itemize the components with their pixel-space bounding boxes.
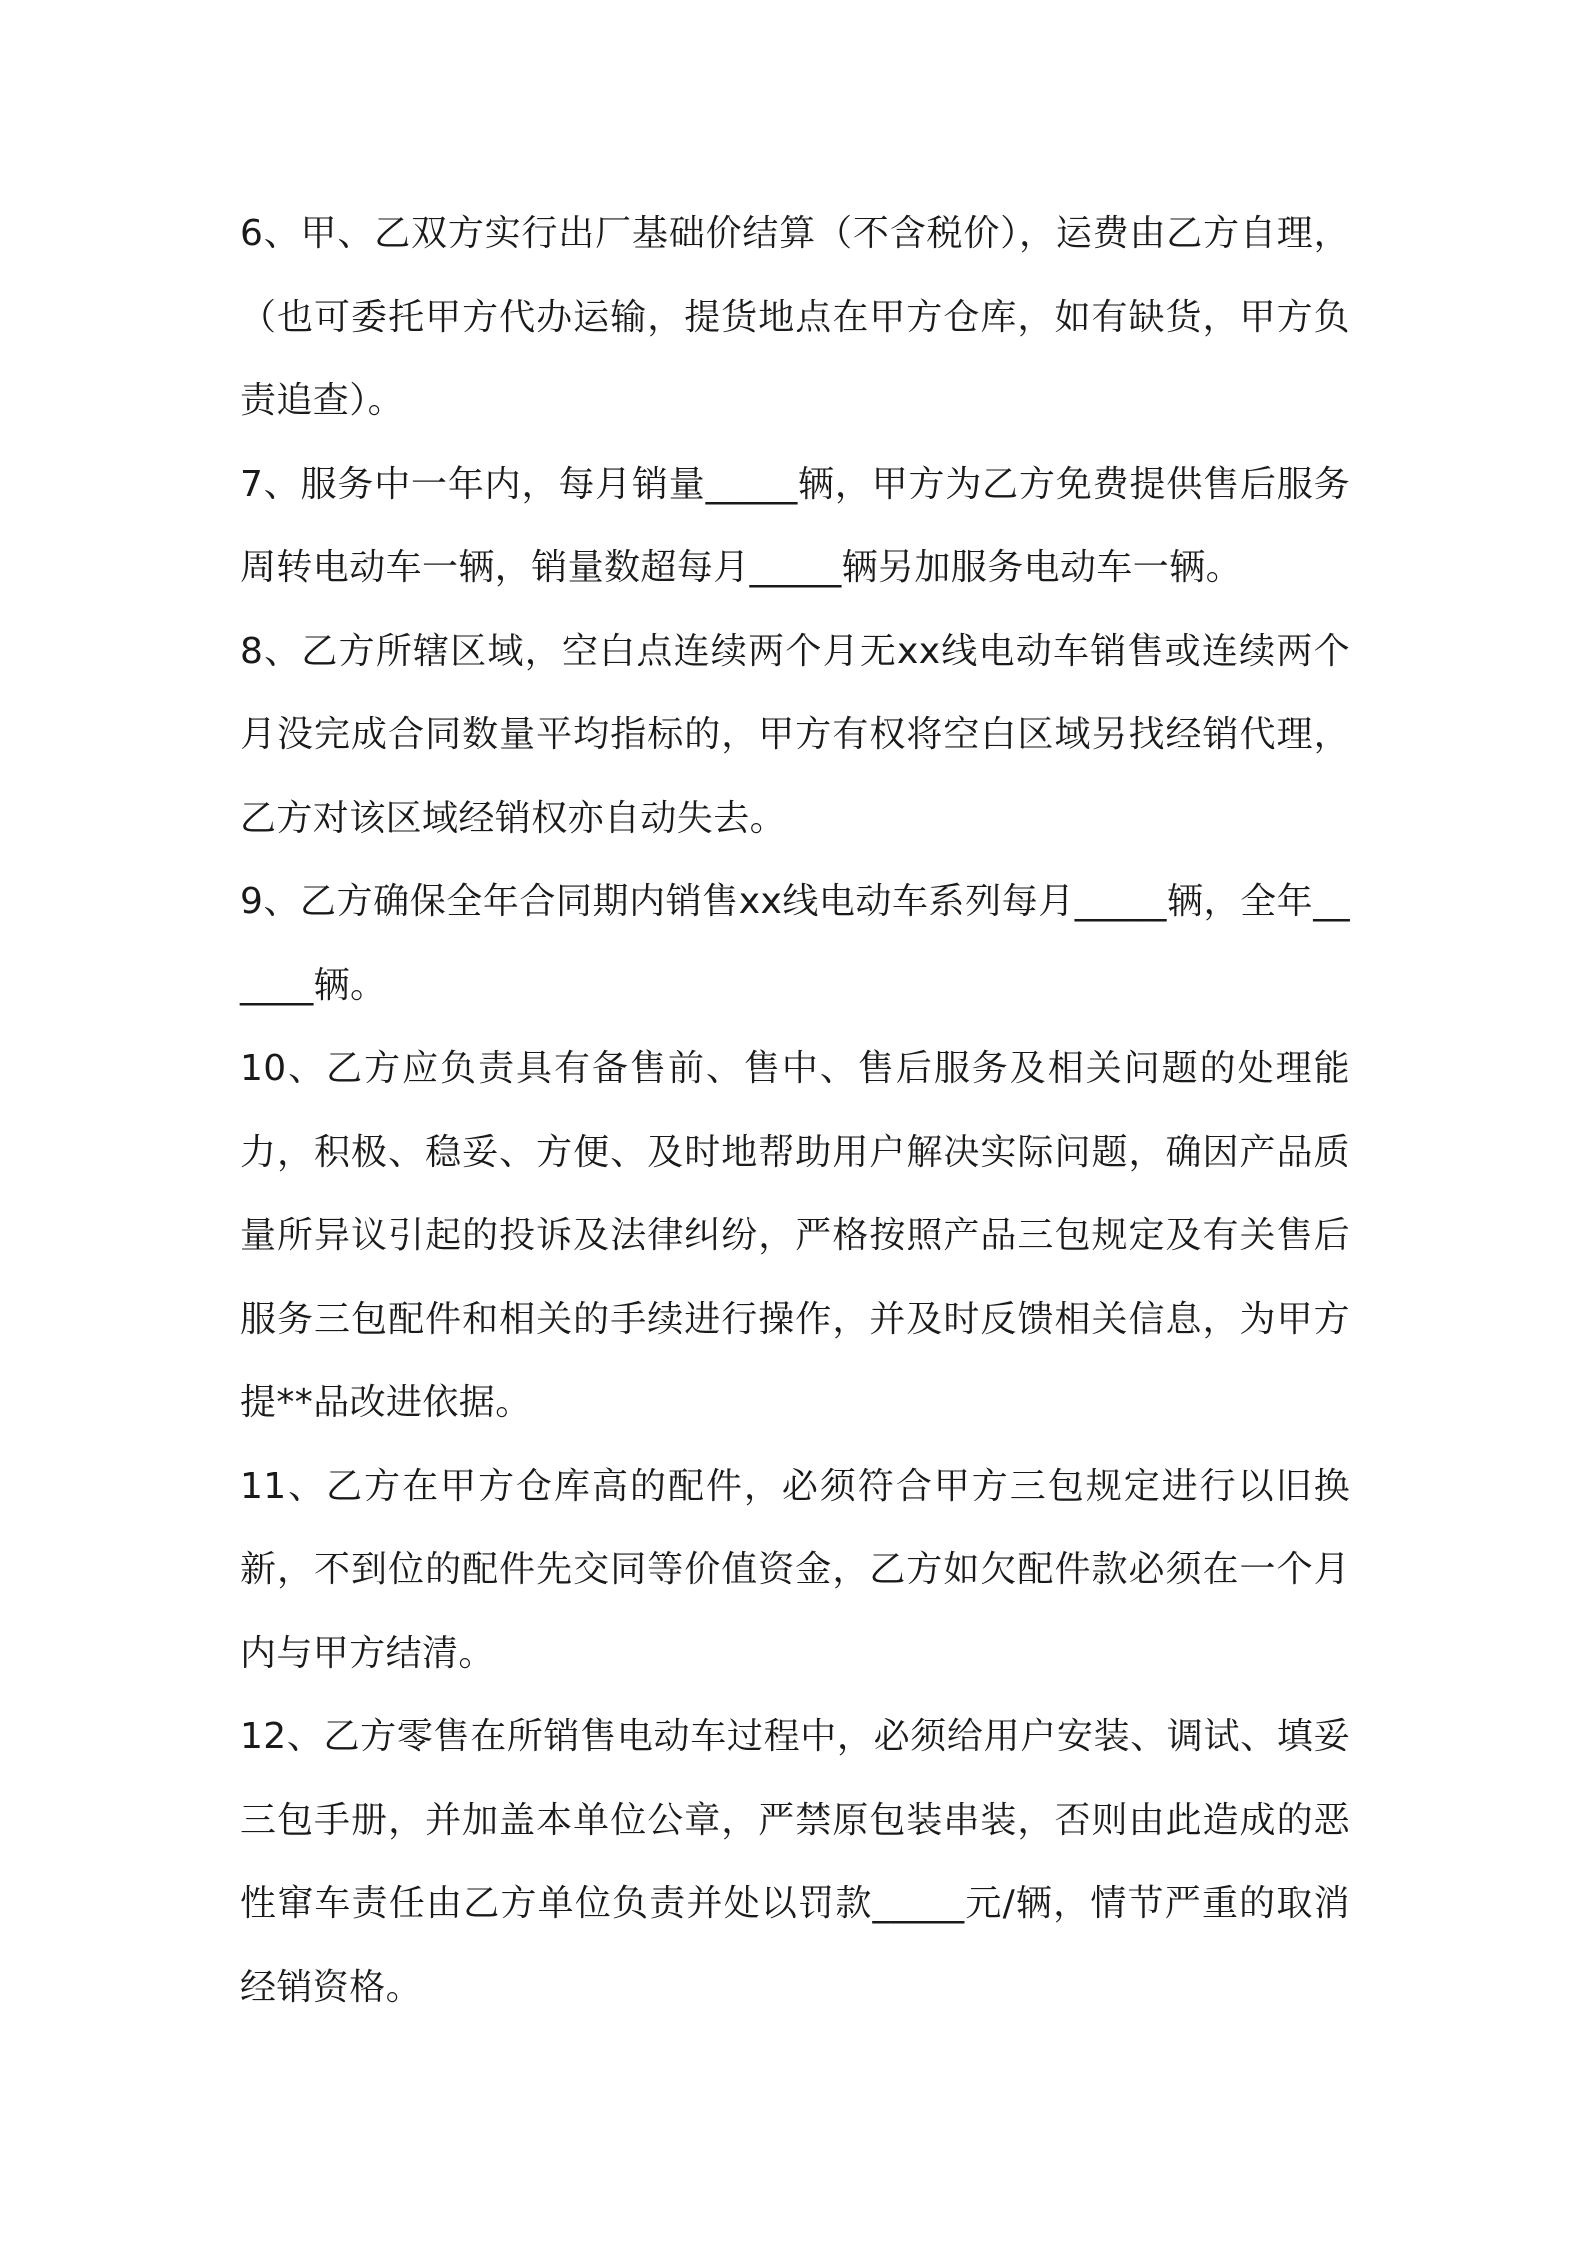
clause-8: 8、乙方所辖区域，空白点连续两个月无xx线电动车销售或连续两个月没完成合同数量平均指标的，甲方有权将空白区域另找经销代理，乙方对该区域经销权亦自动失去。 [240,630,1350,839]
clause-9: 9、乙方确保全年合同期内销售xx线电动车系列每月_____辆，全年______辆。 [240,881,1350,1006]
document-body [240,192,1350,2029]
clause-6: 6、甲、乙双方实行出厂基础价结算（不含税价），运费由乙方自理，（也可委托甲方代办运输，提货地点在甲方仓库，如有缺货，甲方负责追查）。 [240,213,1350,421]
clause-11: 11、乙方在甲方仓库高的配件，必须符合甲方三包规定进行以旧换新，不到位的配件先交同等价值资金，乙方如欠配件款必须在一个月内与甲方结清。 [240,1465,1350,1674]
clause-7: 7、服务中一年内，每月销量_____辆，甲方为乙方免费提供售后服务周转电动车一辆，销量数超每月_____辆另加服务电动车一辆。 [240,463,1350,588]
clause-10: 10、乙方应负责具有备售前、售中、售后服务及相关问题的处理能力，积极、稳妥、方便、及时地帮助用户解决实际问题，确因产品质量所异议引起的投诉及法律纠纷，严格按照产品三包规定及有关售后服务三包配件和相关的手续进行操作，并及时反馈相关信息，为甲方提**品改进依据。 [240,1048,1350,1423]
clause-12: 12、乙方零售在所销售电动车过程中，必须给用户安装、调试、填妥三包手册，并加盖本单位公章，严禁原包装串装，否则由此造成的恶性窜车责任由乙方单位负责并处以罚款_____元/辆，情节严重的取消经销资格。 [240,1716,1350,2008]
